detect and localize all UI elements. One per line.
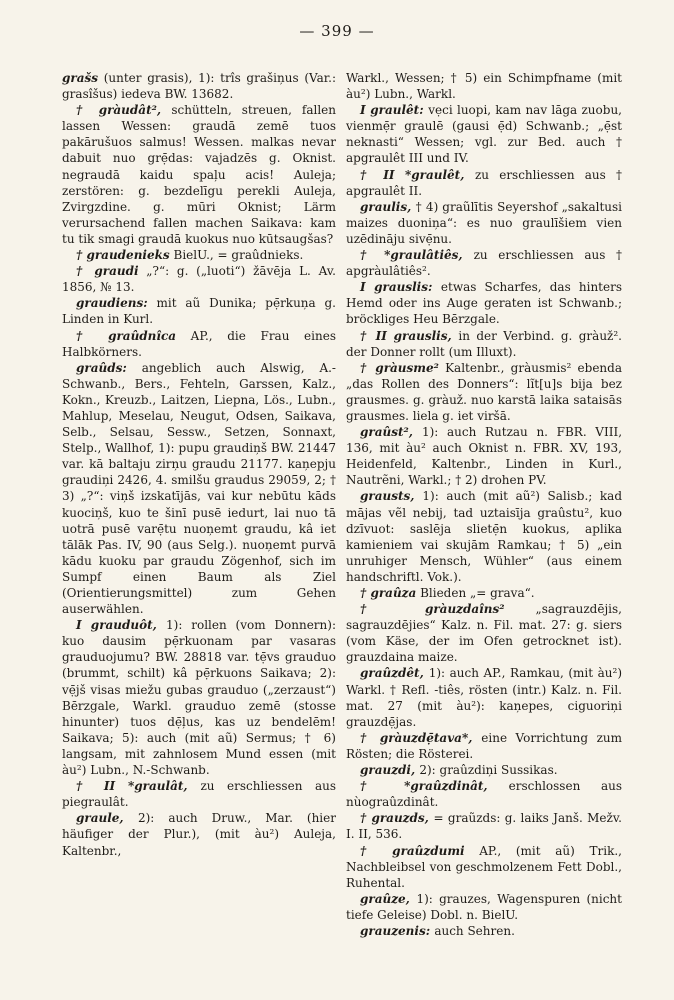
dictionary-entry <box>346 843 622 891</box>
dictionary-entry <box>346 891 622 923</box>
dictionary-entry <box>346 70 622 102</box>
dictionary-entry <box>346 279 622 327</box>
entry-text: Kaltenbr., gràusmis² ebenda „das Rollen des Donners“: lĩt[u]s bija bez grausmes. g. gràuž. nuo karstā laika sataisās grausmes. liela g. iet viršā. <box>346 360 622 423</box>
entry-text: 2): auch Druw., Mar. (hier häufiger der Plur.), (mit àu²) Auleja, Kaltenbr., <box>62 811 336 858</box>
headword: † graudenieks <box>76 248 170 263</box>
dictionary-entry <box>62 778 336 810</box>
headword: † II *graulêt, <box>360 167 475 182</box>
headword: graûst², <box>360 425 422 440</box>
dictionary-entry <box>62 102 336 247</box>
headword: grauzdi, <box>360 763 420 778</box>
dictionary-entry <box>62 328 336 360</box>
headword: graulis, <box>360 199 416 214</box>
entry-text: etwas Scharfes, das hinters Hemd oder ins Auge geraten ist Schwanb.; bröckliges Heu Bērzgale. <box>346 280 622 327</box>
entry-text: vẹci luopi, kam nav lāga zuobu, vienmẹ̄r graulē (gausi ẹ̄d) Schwanb.; „ẹ̄st neknasti“ Wessen; vgl. zur Bed. auch † apgraulêt III und IV. <box>346 103 622 166</box>
entry-text: angeblich auch Alswig, A.-Schwanb., Bers., Fehteln, Garssen, Kalz., Kokn., Kreuzb., Laitzen, Liepna, Lös., Lubn., Mahlup, Meselau, Neugut, Odsen, Saikava, Selb., Selsau, Sessw., Setzen, Sonnaxt, Stelp., Wallhof, 1): pupu graudiņš BW. 21447 var. kā baltaju zirņu graudu 21177. kaņepju graudiņi 2426, 4. smilšu graudus 29059, 2; † 3) „?“: viņš izskatījās, vai kur nebūtu kāds kuociņš, kuo te šinī pusē iedurt, lai nuo tā uotrā pusē varẹ̄tu nuoņemt graudu, kâ iet tālāk Pas. IV, 90 (aus Selg.). nuoņemt purvā kādu kuoku par graudu Zögenhof, sich im Sumpf einen Baum als Ziel (Orientierungsmittel) zum Gehen auserwählen. <box>62 360 336 617</box>
headword: † II grauslis, <box>360 328 459 343</box>
entry-text: „sagrauzdējis, sagrauzdējies“ Kalz. n. Fil. mat. 27: g. siers (vom Käse, der im Ofen getrocknet ist). grauzdaina maize. <box>346 602 622 665</box>
dictionary-entry <box>346 247 622 279</box>
headword: † *graulâtiês, <box>360 248 474 263</box>
entry-text: 2): graûzdiņi Sussikas. <box>419 763 558 778</box>
headword: † graûza <box>360 586 417 600</box>
headword: grauzenis: <box>360 923 435 938</box>
entry-text: 1): rollen (vom Donnern): kuo dausim pẹ̄rkuonam par vasaras grauduojumu? BW. 28818 var. tẹ̄vs grauduo (brummt, schilt) kâ pẹ̄rkuons Saikava; 2): vẹ̄jš visas miežu gubas grauduo („zerzaust“) Bērzgale, Warkl. grauduo zemē (stosse hinunter) tuos dẹ̄ļus, kas uz bendelēm! Saikava; 5): auch (mit aũ) Sermus; † 6) langsam, mit zahnlosem Mund essen (mit àu²) Lubn., N.-Schwanb. <box>62 618 336 778</box>
dictionary-entry <box>346 167 622 199</box>
page-number: — 399 — <box>299 22 375 40</box>
right-column <box>346 70 622 939</box>
headword: † graûdnîca <box>76 328 177 343</box>
headword: graûzdêt, <box>360 666 429 681</box>
dictionary-entry <box>346 102 622 166</box>
entry-text: 1): auch Rutzau n. FBR. VIII, 136, mit àu² auch Oknist n. FBR. XV, 193, Heidenfeld, Kaltenbr., Linden in Kurl., Nautrẽni, Warkl.; † 2) drohen PV. <box>346 425 623 488</box>
entry-text: Warkl., Wessen; † 5) ein Schimpfname (mit àu²) Lubn., Warkl. <box>346 71 622 102</box>
dictionary-entry <box>346 730 622 762</box>
entry-text: † 4) graũlītis Seyershof „sakaltusi maizes duoniņa“: es nuo graulīšiem vien uzēdināju sivẹ̄nu. <box>346 199 622 246</box>
headword: † *graûzdinât, <box>360 779 509 794</box>
left-column <box>62 70 336 859</box>
headword: † gràusme² <box>360 360 439 375</box>
dictionary-entry <box>346 585 622 601</box>
entry-text: 1): grauzes, Wagenspuren (nicht tiefe Geleise) Dobl. n. BielU. <box>346 891 622 922</box>
headword: † gràudât², <box>76 103 172 118</box>
dictionary-entry <box>346 488 622 585</box>
dictionary-entry <box>62 360 336 618</box>
entry-text: AP., (mit aũ) Trik., Nachbleibsel von geschmolzenem Fett Dobl., Ruhental. <box>346 843 622 890</box>
headword: graule, <box>76 811 138 826</box>
entry-text: eine Vorrichtung zum Rösten; die Rösterei. <box>346 730 623 761</box>
entry-text: = graũzds: g. laiks Janš. Mežv. I. II, 536. <box>346 811 622 842</box>
dictionary-entry <box>346 923 622 939</box>
entry-text: auch Sehren. <box>434 923 515 938</box>
dictionary-entry <box>346 328 622 360</box>
entry-text: schütteln, streuen, fallen lassen Wessen: graudā zemē tuos pakārušuos salmus! Wessen. malkas nevar dabuit nuo grẹ̄das: vajadzēs g. Oknist. negraudā kaidu spaļu acis! Auleja; zerstören: g. bezdelīgu perekli Auleja, Zvirgzdine. g. mūri Oknist; Lärm verursachend fallen machen Saikava: kam tu tik smagi graudā kuokus nuo kūtsaugšas? <box>62 103 336 246</box>
dictionary-entry <box>346 601 622 665</box>
headword: graûds: <box>76 360 127 375</box>
entry-text: zu erschliessen aus piegraulât. <box>62 779 337 810</box>
entry-text: zu erschliessen aus † apgraulêt II. <box>346 167 623 198</box>
entry-text: Blieden „= grava“. <box>416 586 535 600</box>
dictionary-entry <box>62 70 336 102</box>
entry-text: AP., die Frau eines Halbkörners. <box>62 328 336 359</box>
headword: I grauduôt, <box>76 618 167 633</box>
entry-text: (unter grasis), 1): trîs grašiņus (Var.: grasîšus) iedeva BW. 13682. <box>62 71 336 102</box>
dictionary-entry <box>346 665 622 729</box>
entry-text: erschlossen aus nùograûzdinât. <box>346 779 622 810</box>
dictionary-entry <box>62 295 336 327</box>
headword: † gràuzdaîns² <box>360 602 505 617</box>
dictionary-entry <box>346 762 622 778</box>
headword: † II *graulât, <box>76 779 201 794</box>
dictionary-entry <box>62 263 336 295</box>
dictionary-entry <box>346 810 622 842</box>
entry-text: 1): auch AP., Ramkau, (mit àu²) Warkl. † Refl. -tiês, rösten (intr.) Kalz. n. Fil. mat. 27 (mit àu²): kaņepes, ciguoriņi grauzdẹ̄jas. <box>346 666 623 729</box>
headword: graudiens: <box>76 296 148 311</box>
entry-text: „?“: g. („luoti“) žāvēja L. Av. 1856, № 13. <box>62 264 336 295</box>
dictionary-entry <box>62 617 336 778</box>
entry-text: in der Verbind. g. gràuž². der Donner rollt (um Illuxt). <box>346 328 622 359</box>
entry-text: BielU., = graûdnieks. <box>169 248 304 263</box>
headword: † grauzds, <box>360 811 434 826</box>
dictionary-entry <box>62 247 336 263</box>
entry-text: mit aũ Dunika; pẹ̄rkuņa g. Linden in Kurl. <box>62 296 336 327</box>
headword: grausts, <box>360 489 423 504</box>
headword: I graulêt: <box>360 103 429 118</box>
headword: I grauslis: <box>360 280 441 295</box>
dictionary-entry <box>346 199 622 247</box>
dictionary-entry <box>346 424 622 488</box>
dictionary-entry <box>346 360 622 424</box>
headword: grašs <box>62 71 98 85</box>
dictionary-entry <box>62 810 336 858</box>
entry-text: 1): auch (mit aũ²) Salisb.; kad mājas vẽl nebij, tad uztaisīja graûstu², kuo dzīvuot: saslēja slietẹ̄n kuokus, aplika kamieniem vai skujām Ramkau; † 5) „ein unruhiger Mensch, Wühler“ (aus einem handschriftl. Vok.). <box>346 489 623 584</box>
headword: † graûzdumi <box>360 843 465 858</box>
headword: † graudi <box>76 264 139 279</box>
headword: graûze, <box>360 891 417 906</box>
entry-text: zu erschliessen aus † apgràulâtiês². <box>346 248 622 279</box>
dictionary-entry <box>346 778 622 810</box>
headword: † gràuzdẹ̄tava*, <box>360 730 482 745</box>
